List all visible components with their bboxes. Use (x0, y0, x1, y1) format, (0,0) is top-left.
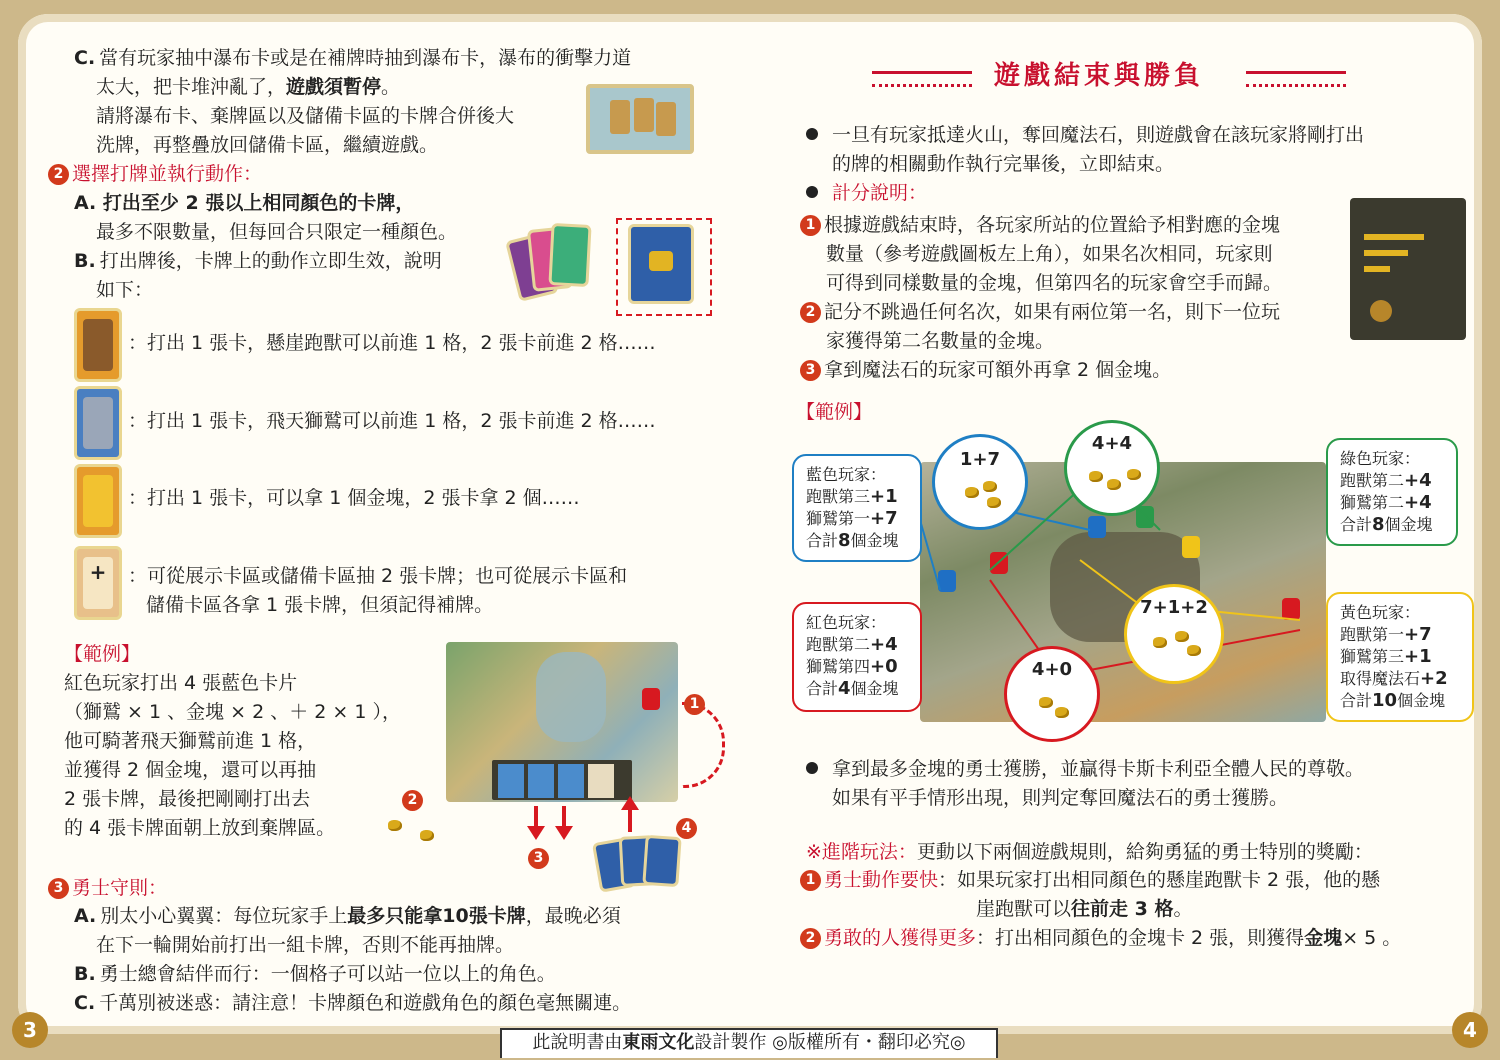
scoring-2-line2: 家獲得第二名數量的金塊。 (826, 330, 1055, 352)
section-2-heading: 2 選擇打牌並執行動作： (48, 160, 262, 189)
warrior-rule-a-line2: 在下一輪開始前打出一組卡牌，否則不能再抽牌。 (96, 934, 515, 956)
arrow-down-head (555, 826, 573, 840)
player-name: 綠色玩家： (1340, 449, 1421, 468)
scoring-1-line3: 可得到同樣數量的金塊，但第四名的玩家會空手而歸。 (826, 272, 1283, 294)
advanced-rule-1-line1: 1 勇士動作要快：如果玩家打出相同顏色的懸崖跑獸卡 2 張，他的懸 (800, 866, 1380, 895)
bullet-dot (806, 762, 818, 774)
warrior-rule-a-line1: A. 別太小心翼翼：每位玩家手上最多只能拿10張卡牌，最晚必須 (74, 905, 621, 927)
card-action-4-line1: ：可從展示卡區或儲備卡區抽 2 張卡牌；也可從展示卡區和 (128, 565, 628, 587)
marker-1: 1 (684, 694, 705, 715)
gold-nugget (420, 830, 434, 841)
left-example-line: 的 4 張卡牌面朝上放到棄牌區。 (64, 817, 336, 839)
left-example-line: 並獲得 2 個金塊，還可以再抽 (64, 759, 317, 781)
copyright-footer: 此說明書由東雨文化設計製作 ◎版權所有・翻印必究◎ (500, 1028, 998, 1058)
draw-card-icon (74, 546, 122, 620)
end-bullet-line1: 一旦有玩家抵達火山，奪回魔法石，則遊戲會在該玩家將剛打出 (806, 121, 1364, 150)
title-ornament-right (1246, 71, 1346, 87)
rule-b-line2: 如下： (96, 279, 154, 301)
arrow-down-head (527, 826, 545, 840)
player-box-green: 綠色玩家： 跑獸第二+4 獅鷲第二+4 合計8個金塊 (1326, 438, 1458, 546)
player-box-yellow: 黃色玩家： 跑獸第一+7 獅鷲第三+1 取得魔法石+2 合計10個金塊 (1326, 592, 1474, 722)
page-title: 遊戲結束與勝負 (994, 61, 1205, 91)
card-action-2: ：打出 1 張卡，飛天獅鷲可以前進 1 格，2 張卡前進 2 格…… (128, 410, 656, 432)
score-circle-blue: 1+7 (932, 434, 1028, 530)
advanced-rule-2: 2 勇敢的人獲得更多：打出相同顏色的金塊卡 2 張，則獲得金塊× 5 。 (800, 924, 1401, 953)
card-action-4-line2: 儲備卡區各拿 1 張卡牌，但須記得補牌。 (146, 594, 494, 616)
griffin-card-icon (74, 386, 122, 460)
page-number-right: 4 (1452, 1012, 1488, 1048)
title-ornament-left (872, 71, 972, 87)
gold-card-icon (74, 464, 122, 538)
draw-card-plus: + (83, 557, 113, 609)
bullet-dot (806, 128, 818, 140)
warrior-rule-b: B. 勇士總會結伴而行：一個格子可以站一位以上的角色。 (74, 963, 556, 985)
rule-b-line1: B. 打出牌後，卡牌上的動作立即生效，說明 (74, 250, 442, 272)
page-number-left: 3 (12, 1012, 48, 1048)
waterfall-card-image (586, 84, 694, 154)
left-example-line: （獅鷲 × 1 、金塊 × 2 、＋ 2 × 1 ）， (64, 701, 402, 723)
discard-card (642, 835, 681, 887)
win-bullet-line1: 拿到最多金塊的勇士獲勝，並贏得卡斯卡利亞全體人民的尊敬。 (806, 755, 1364, 784)
arrow-down-stem (534, 806, 538, 828)
blue-gold-card (628, 224, 694, 304)
warrior-rule-c: C. 千萬別被迷惑：請注意！卡牌顏色和遊戲角色的顏色毫無關連。 (74, 992, 632, 1014)
scoring-2-line1: 2 記分不跳過任何名次，如果有兩位第一名，則下一位玩 (800, 298, 1280, 327)
marker-2: 2 (402, 790, 423, 811)
rule-c-line3: 請將瀑布卡、棄牌區以及儲備卡區的卡牌合併後大 (96, 105, 515, 127)
score-circle-red: 4+0 (1004, 646, 1100, 742)
player-name: 紅色玩家： (806, 613, 887, 632)
right-example-title: 【範例】 (796, 401, 873, 423)
advanced-heading: ※進階玩法：更動以下兩個遊戲規則，給夠勇猛的勇士特別的獎勵： (806, 841, 1373, 863)
arrow-up-head (621, 796, 639, 810)
left-example-line: 他可騎著飛天獅鷲前進 1 格， (64, 730, 317, 752)
rule-a-line1: A. 打出至少 2 張以上相同顏色的卡牌， (74, 192, 415, 214)
card-fan-green (548, 223, 591, 287)
left-example-line: 紅色玩家打出 4 張藍色卡片 (64, 672, 298, 694)
scoring-heading: 計分說明： (806, 179, 927, 208)
rule-c-line2: 太大，把卡堆沖亂了，遊戲須暫停。 (96, 76, 401, 98)
section-3-heading: 3 勇士守則： (48, 874, 167, 903)
scoring-1-line1: 1 根據遊戲結束時，各玩家所站的位置給予相對應的金塊 (800, 211, 1280, 240)
player-name: 黃色玩家： (1340, 603, 1421, 622)
win-bullet-line2: 如果有平手情形出現，則判定奪回魔法石的勇士獲勝。 (832, 787, 1289, 809)
arrow-up-stem (628, 808, 632, 832)
marker-3: 3 (528, 848, 549, 869)
end-bullet-line2: 的牌的相關動作執行完畢後，立即結束。 (832, 153, 1175, 175)
score-circle-green: 4+4 (1064, 420, 1160, 516)
rule-c-line1: C. 當有玩家抽中瀑布卡或是在補牌時抽到瀑布卡，瀑布的衝擊力道 (74, 47, 632, 69)
score-circle-yellow: 7+1+2 (1124, 584, 1224, 684)
left-example-title: 【範例】 (64, 643, 141, 665)
player-box-red: 紅色玩家： 跑獸第二+4 獅鷲第四+0 合計4個金塊 (792, 602, 922, 712)
marker-4: 4 (676, 818, 697, 839)
player-name: 藍色玩家： (806, 465, 887, 484)
board-example-photo (446, 642, 678, 802)
arrow-down-stem (562, 806, 566, 828)
scoring-3-line1: 3 拿到魔法石的玩家可額外再拿 2 個金塊。 (800, 356, 1171, 385)
rule-c-line4: 洗牌，再整疊放回儲備卡區，繼續遊戲。 (96, 134, 439, 156)
rule-a-line2: 最多不限數量，但每回合只限定一種顏色。 (96, 221, 458, 243)
left-example-line: 2 張卡牌，最後把剛剛打出去 (64, 788, 311, 810)
card-action-1: ：打出 1 張卡，懸崖跑獸可以前進 1 格，2 張卡前進 2 格…… (128, 332, 656, 354)
score-track-photo (1350, 198, 1466, 340)
bullet-dot (806, 186, 818, 198)
player-box-blue: 藍色玩家： 跑獸第三+1 獅鷲第一+7 合計8個金塊 (792, 454, 922, 562)
scoring-1-line2: 數量（參考遊戲圖板左上角），如果名次相同，玩家則 (826, 243, 1273, 265)
cliff-runner-card-icon (74, 308, 122, 382)
card-action-3: ：打出 1 張卡，可以拿 1 個金塊，2 張卡拿 2 個…… (128, 487, 580, 509)
gold-nugget (388, 820, 402, 831)
advanced-rule-1-line2: 崖跑獸可以往前走 3 格。 (976, 898, 1193, 920)
